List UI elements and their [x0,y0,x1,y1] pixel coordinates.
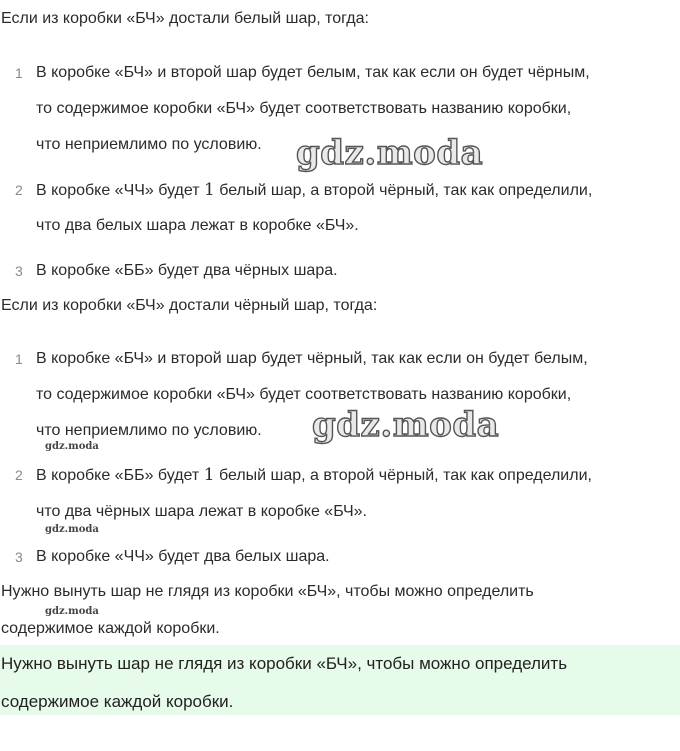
list-number: 3 [15,549,23,565]
list-text-line: что два чёрных шара лежат в коробке «БЧ». [36,503,367,520]
list-text-line: то содержимое коробки «БЧ» будет соответствовать названию коробки, [36,386,572,403]
watermark-small: gdz.moda [45,524,99,535]
list-text-line: то содержимое коробки «БЧ» будет соответствовать названию коробки, [36,100,572,117]
section2-intro: Если из коробки «БЧ» достали чёрный шар, тогда: [1,297,378,314]
list-text-line: что неприемлимо по условию. [36,136,262,153]
list-number: 1 [15,65,23,81]
answer-box [0,645,680,715]
watermark-small: gdz.moda [45,606,99,617]
list-text-line: В коробке «ЧЧ» будет 1 белый шар, а второй чёрный, так как определили, [36,180,593,200]
watermark-logo: gdz.moda [312,405,500,445]
answer-line-2: содержимое каждой коробки. [1,692,234,711]
list-number: 1 [15,351,23,367]
list-text-line: В коробке «БЧ» и второй шар будет белым, так как если он будет чёрным, [36,64,590,81]
list-text-line: В коробке «ББ» будет два чёрных шара. [36,262,338,279]
watermark-small: gdz.moda [45,441,99,452]
list-number: 2 [15,182,23,198]
list-text-line: В коробке «ЧЧ» будет два белых шара. [36,548,330,565]
list-number: 3 [15,263,23,279]
conclusion-line-2: содержимое каждой коробки. [1,620,220,637]
answer-line-1: Нужно вынуть шар не глядя из коробки «БЧ», чтобы можно определить [1,654,568,673]
math-number: 1 [203,465,215,485]
conclusion-line-1: Нужно вынуть шар не глядя из коробки «БЧ», чтобы можно определить [1,583,534,600]
math-number: 1 [204,180,215,200]
list-text-line: что два белых шара лежат в коробке «БЧ». [36,217,359,234]
list-text-line: В коробке «БЧ» и второй шар будет чёрный, так как если он будет белым, [36,350,588,367]
section1-intro: Если из коробки «БЧ» достали белый шар, тогда: [1,10,369,27]
watermark-logo: gdz.moda [296,133,484,173]
list-number: 2 [15,467,23,483]
list-text-line: В коробке «ББ» будет 1 белый шар, а второй чёрный, так как определили, [36,465,592,485]
list-text-line: что неприемлимо по условию. [36,422,262,439]
